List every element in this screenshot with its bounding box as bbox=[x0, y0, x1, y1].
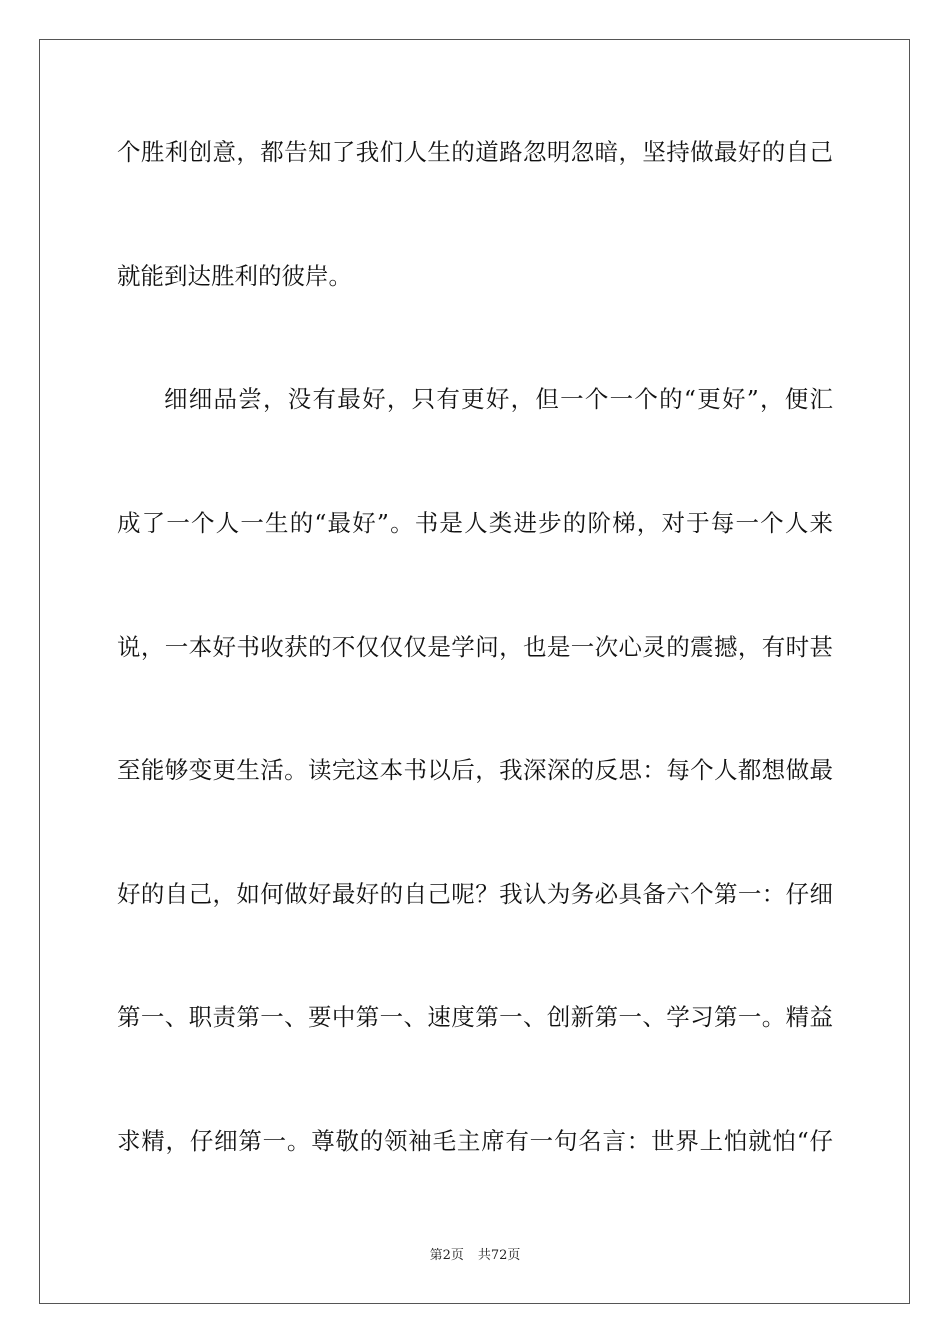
text-line-5: 说，一本好书收获的不仅仅仅是学问，也是一次心灵的震撼，有时甚 bbox=[117, 633, 833, 661]
text-line-6: 至能够变更生活。读完这本书以后，我深深的反思：每个人都想做最 bbox=[117, 756, 833, 784]
text-line-7: 好的自己，如何做好最好的自己呢？我认为务必具备六个第一：仔细 bbox=[117, 880, 833, 908]
text-line-3: 细细品尝，没有最好，只有更好，但一个一个的“更好”，便汇 bbox=[164, 385, 833, 413]
page-total: 共72页 bbox=[477, 1248, 521, 1263]
text-line-1: 个胜利创意，都告知了我们人生的道路忽明忽暗，坚持做最好的自己 bbox=[117, 138, 833, 166]
page-number: 第2页 bbox=[429, 1248, 464, 1263]
text-line-4: 成了一个人一生的“最好”。书是人类进步的阶梯，对于每一个人来 bbox=[117, 509, 833, 537]
page-border bbox=[39, 39, 910, 1304]
text-line-8: 第一、职责第一、要中第一、速度第一、创新第一、学习第一。精益 bbox=[117, 1003, 833, 1031]
text-line-9: 求精，仔细第一。尊敬的领袖毛主席有一句名言：世界上怕就怕“仔 bbox=[117, 1127, 833, 1155]
text-line-2: 就能到达胜利的彼岸。 bbox=[117, 262, 352, 290]
page-footer bbox=[0, 1246, 950, 1266]
